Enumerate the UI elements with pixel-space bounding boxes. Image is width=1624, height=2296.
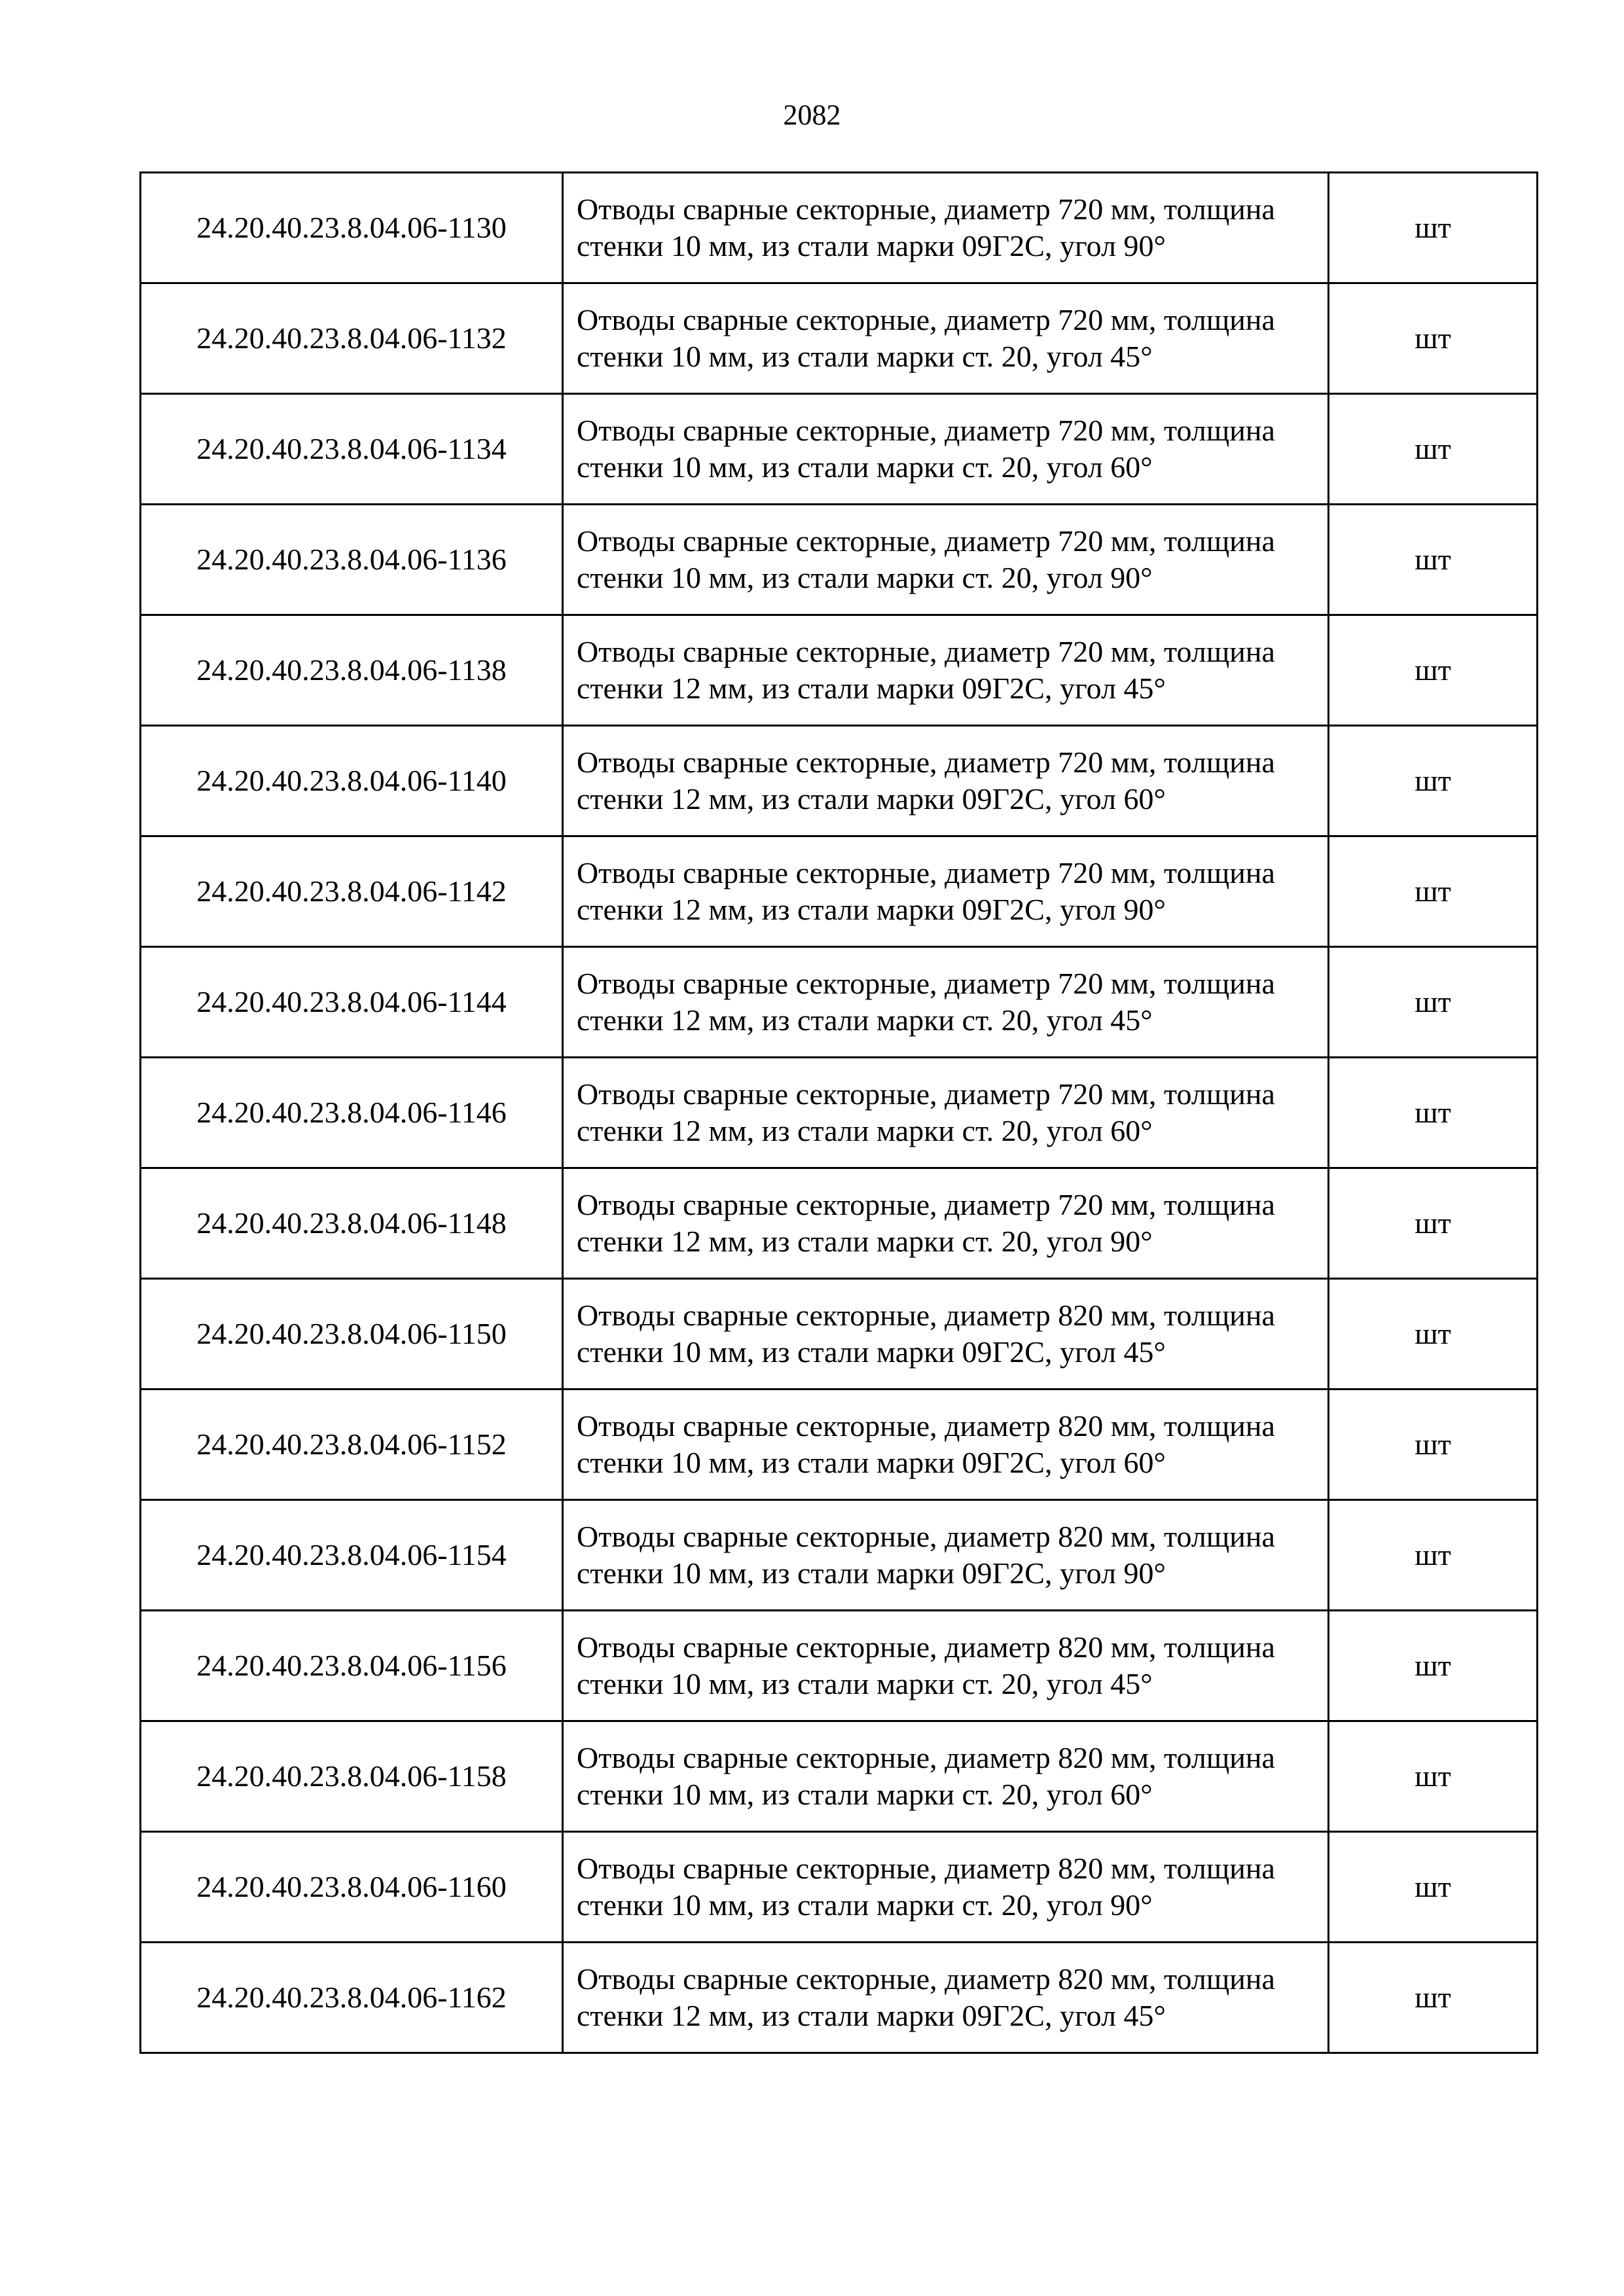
item-code: 24.20.40.23.8.04.06-1150 — [141, 1279, 563, 1390]
item-code: 24.20.40.23.8.04.06-1146 — [141, 1058, 563, 1168]
item-unit: шт — [1329, 173, 1538, 283]
table-row — [141, 1721, 1538, 1832]
table-row — [141, 1500, 1538, 1611]
item-code: 24.20.40.23.8.04.06-1140 — [141, 726, 563, 836]
item-unit: шт — [1329, 836, 1538, 947]
item-unit: шт — [1329, 283, 1538, 394]
item-description: Отводы сварные секторные, диаметр 820 мм, толщина стенки 10 мм, из стали марки 09Г2С, угол 60° — [563, 1390, 1329, 1500]
item-unit: шт — [1329, 1390, 1538, 1500]
item-description: Отводы сварные секторные, диаметр 720 мм, толщина стенки 10 мм, из стали марки ст. 20, угол 60° — [563, 394, 1329, 505]
page-number: 2082 — [783, 99, 841, 131]
table-row — [141, 1279, 1538, 1390]
table-row — [141, 1058, 1538, 1168]
item-description: Отводы сварные секторные, диаметр 820 мм, толщина стенки 10 мм, из стали марки ст. 20, угол 90° — [563, 1832, 1329, 1943]
item-description: Отводы сварные секторные, диаметр 720 мм, толщина стенки 12 мм, из стали марки ст. 20, угол 45° — [563, 947, 1329, 1058]
catalog-table — [139, 171, 1538, 2054]
item-unit: шт — [1329, 1611, 1538, 1721]
table-row — [141, 1168, 1538, 1279]
item-description: Отводы сварные секторные, диаметр 720 мм, толщина стенки 10 мм, из стали марки 09Г2С, угол 90° — [563, 173, 1329, 283]
item-unit: шт — [1329, 615, 1538, 726]
item-unit: шт — [1329, 1832, 1538, 1943]
table-row — [141, 726, 1538, 836]
table-row — [141, 836, 1538, 947]
item-code: 24.20.40.23.8.04.06-1130 — [141, 173, 563, 283]
item-description: Отводы сварные секторные, диаметр 720 мм, толщина стенки 12 мм, из стали марки ст. 20, угол 90° — [563, 1168, 1329, 1279]
item-code: 24.20.40.23.8.04.06-1148 — [141, 1168, 563, 1279]
item-code: 24.20.40.23.8.04.06-1152 — [141, 1390, 563, 1500]
item-unit: шт — [1329, 726, 1538, 836]
item-description: Отводы сварные секторные, диаметр 820 мм, толщина стенки 10 мм, из стали марки 09Г2С, угол 90° — [563, 1500, 1329, 1611]
item-code: 24.20.40.23.8.04.06-1136 — [141, 505, 563, 615]
item-description: Отводы сварные секторные, диаметр 820 мм, толщина стенки 12 мм, из стали марки 09Г2С, угол 45° — [563, 1943, 1329, 2053]
item-unit: шт — [1329, 1168, 1538, 1279]
item-code: 24.20.40.23.8.04.06-1144 — [141, 947, 563, 1058]
item-code: 24.20.40.23.8.04.06-1132 — [141, 283, 563, 394]
table-row — [141, 1832, 1538, 1943]
item-description: Отводы сварные секторные, диаметр 720 мм, толщина стенки 12 мм, из стали марки 09Г2С, угол 45° — [563, 615, 1329, 726]
item-description: Отводы сварные секторные, диаметр 720 мм, толщина стенки 12 мм, из стали марки 09Г2С, угол 60° — [563, 726, 1329, 836]
table-row — [141, 1611, 1538, 1721]
item-unit: шт — [1329, 394, 1538, 505]
item-code: 24.20.40.23.8.04.06-1142 — [141, 836, 563, 947]
item-unit: шт — [1329, 1058, 1538, 1168]
item-unit: шт — [1329, 505, 1538, 615]
table-row — [141, 283, 1538, 394]
item-unit: шт — [1329, 1279, 1538, 1390]
item-code: 24.20.40.23.8.04.06-1160 — [141, 1832, 563, 1943]
item-description: Отводы сварные секторные, диаметр 820 мм, толщина стенки 10 мм, из стали марки ст. 20, угол 45° — [563, 1611, 1329, 1721]
table-row — [141, 615, 1538, 726]
item-description: Отводы сварные секторные, диаметр 720 мм, толщина стенки 12 мм, из стали марки 09Г2С, угол 90° — [563, 836, 1329, 947]
item-description: Отводы сварные секторные, диаметр 820 мм, толщина стенки 10 мм, из стали марки ст. 20, угол 60° — [563, 1721, 1329, 1832]
item-code: 24.20.40.23.8.04.06-1134 — [141, 394, 563, 505]
table-row — [141, 173, 1538, 283]
item-unit: шт — [1329, 1943, 1538, 2053]
table-row — [141, 1943, 1538, 2053]
item-unit: шт — [1329, 947, 1538, 1058]
item-code: 24.20.40.23.8.04.06-1154 — [141, 1500, 563, 1611]
item-description: Отводы сварные секторные, диаметр 720 мм, толщина стенки 10 мм, из стали марки ст. 20, угол 90° — [563, 505, 1329, 615]
item-code: 24.20.40.23.8.04.06-1138 — [141, 615, 563, 726]
table-row — [141, 505, 1538, 615]
item-code: 24.20.40.23.8.04.06-1158 — [141, 1721, 563, 1832]
item-code: 24.20.40.23.8.04.06-1162 — [141, 1943, 563, 2053]
item-code: 24.20.40.23.8.04.06-1156 — [141, 1611, 563, 1721]
item-description: Отводы сварные секторные, диаметр 720 мм, толщина стенки 12 мм, из стали марки ст. 20, угол 60° — [563, 1058, 1329, 1168]
item-description: Отводы сварные секторные, диаметр 820 мм, толщина стенки 10 мм, из стали марки 09Г2С, угол 45° — [563, 1279, 1329, 1390]
table-row — [141, 1390, 1538, 1500]
item-unit: шт — [1329, 1500, 1538, 1611]
table-row — [141, 394, 1538, 505]
table-row — [141, 947, 1538, 1058]
item-unit: шт — [1329, 1721, 1538, 1832]
item-description: Отводы сварные секторные, диаметр 720 мм, толщина стенки 10 мм, из стали марки ст. 20, угол 45° — [563, 283, 1329, 394]
